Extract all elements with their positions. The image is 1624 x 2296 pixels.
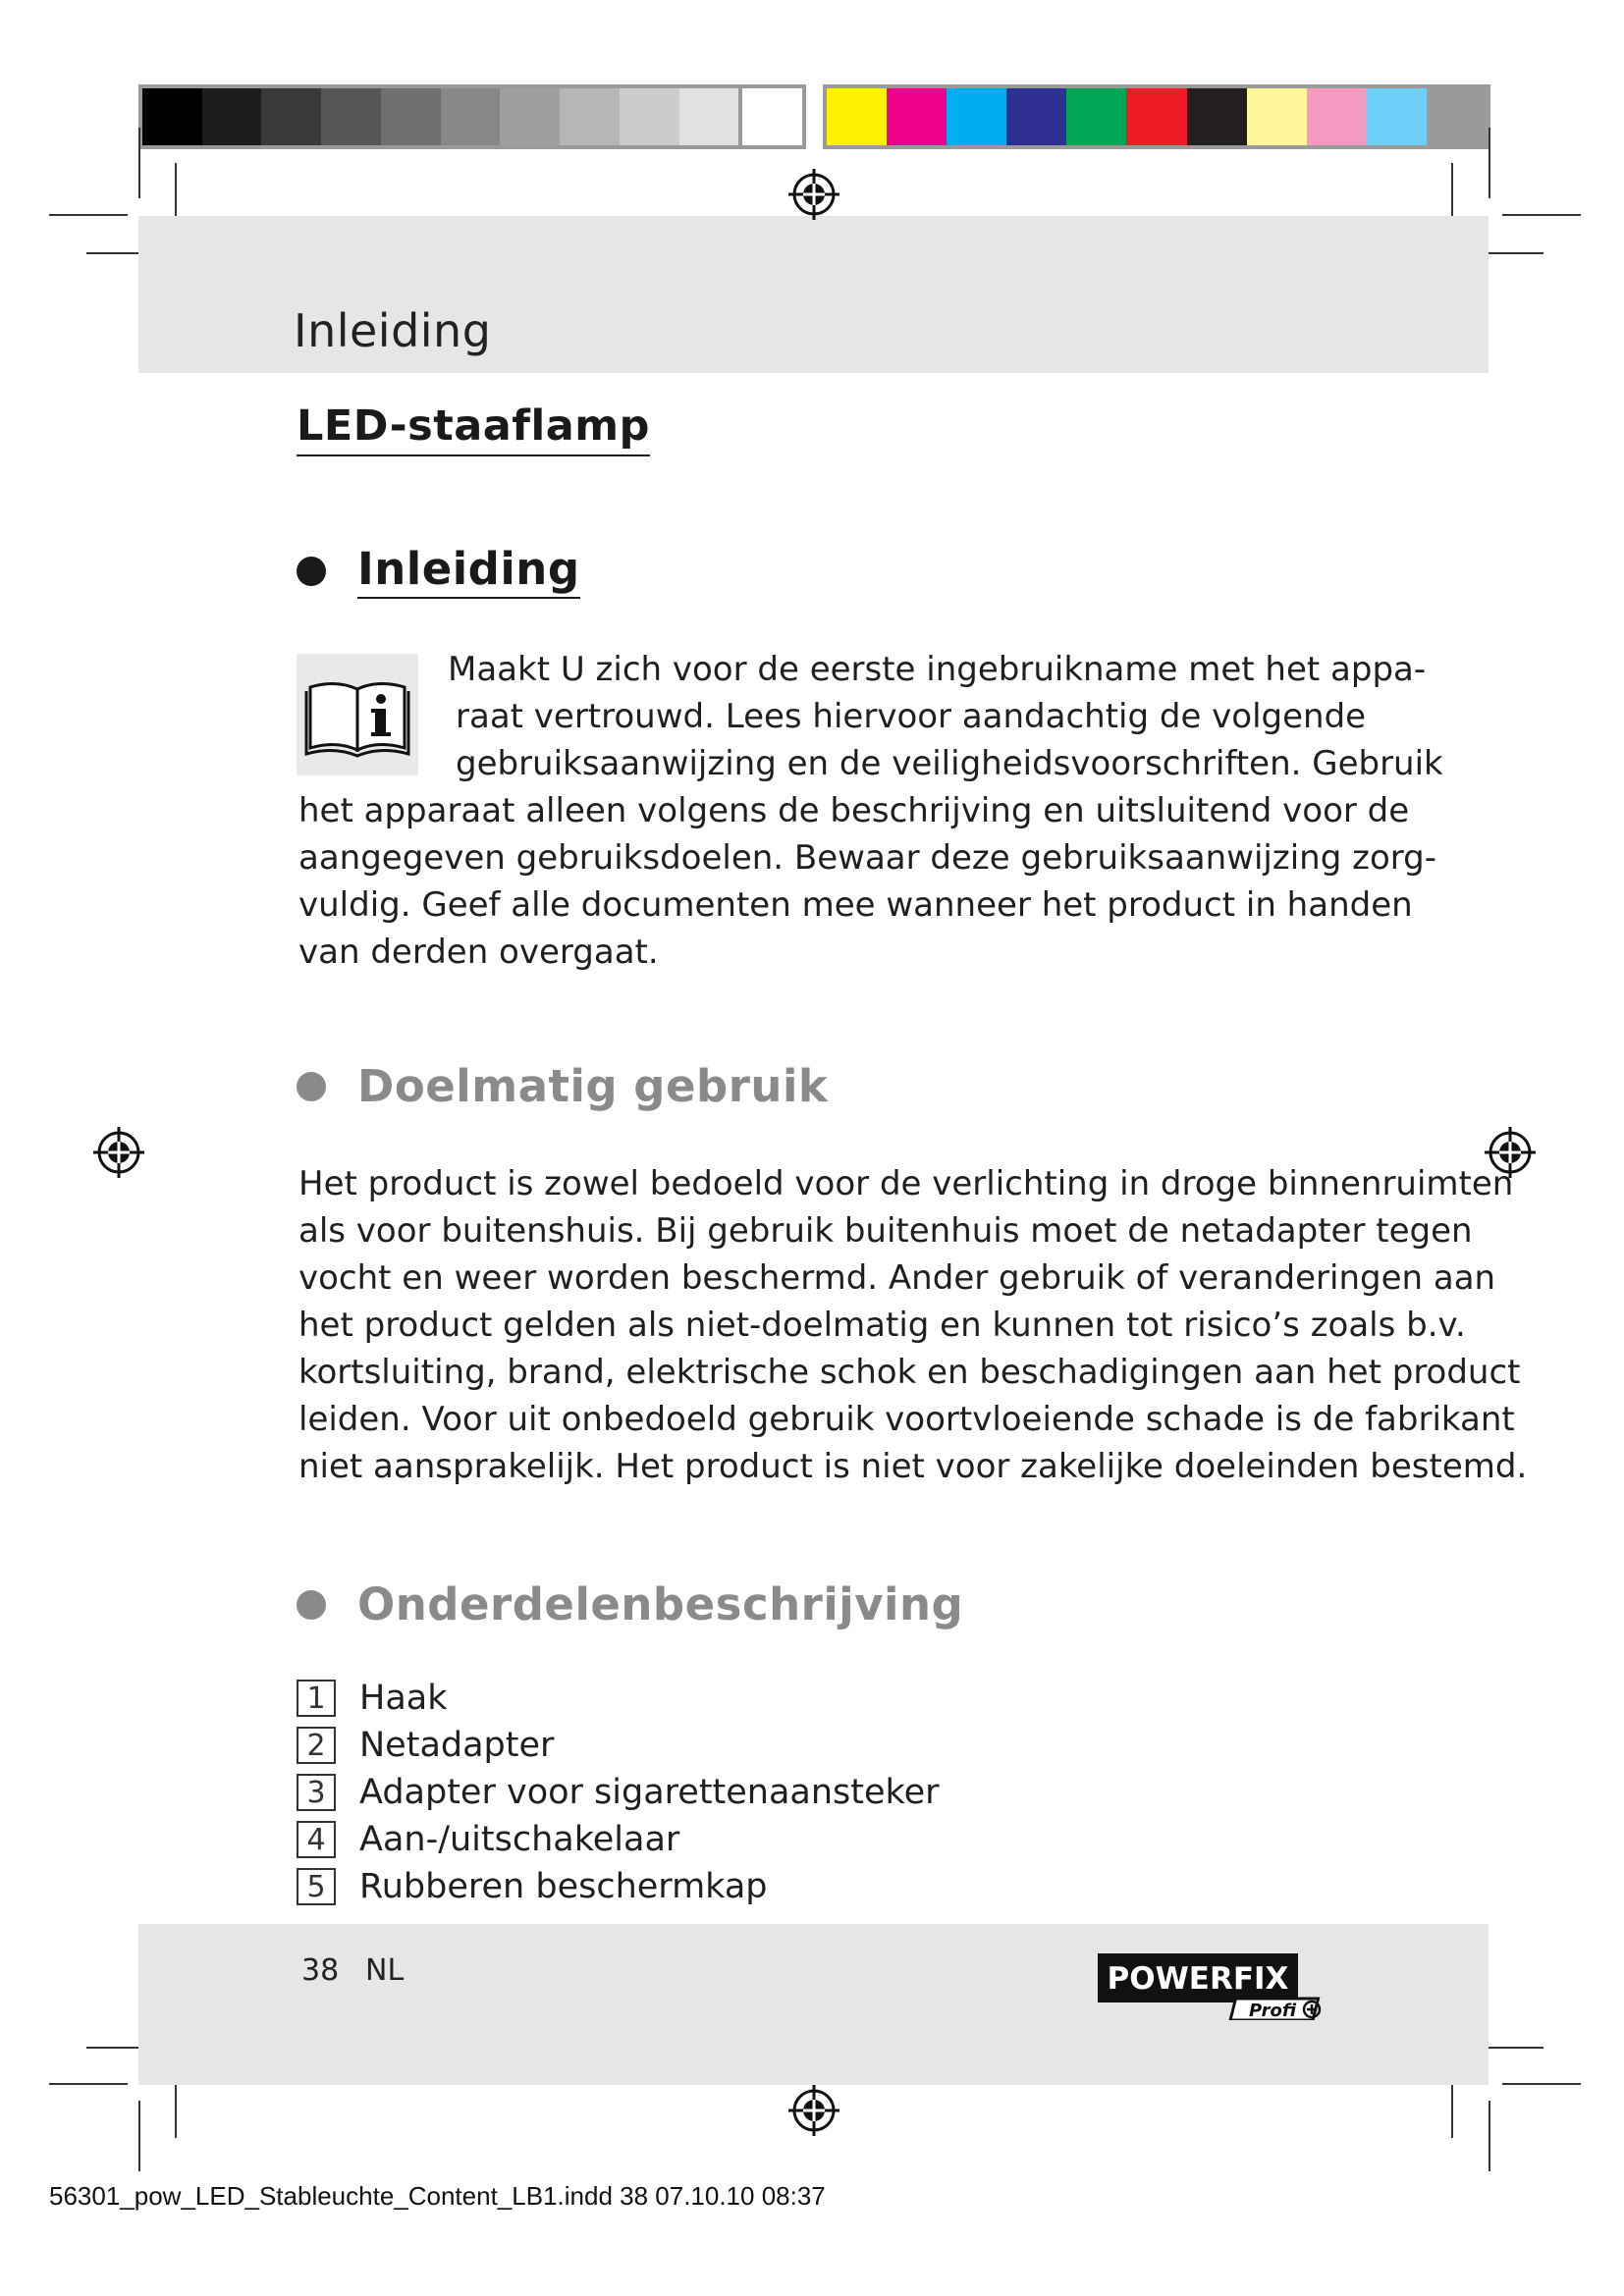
part-label: Netadapter: [359, 1726, 555, 1765]
list-item: [297, 1816, 940, 1863]
parts-list: [297, 1675, 940, 1910]
list-item: [297, 1863, 940, 1910]
crop-mark: [1502, 2083, 1581, 2085]
gray-swatch: [560, 88, 620, 145]
text-line: kortsluiting, brand, elektrische schok en beschadigingen aan het product: [298, 1353, 1521, 1392]
part-number: 4: [297, 1821, 336, 1858]
crop-mark: [1489, 2101, 1490, 2171]
purpose-paragraph: [298, 1160, 1527, 1490]
color-swatch: [1247, 88, 1307, 145]
gray-swatch: [500, 88, 560, 145]
crop-mark: [1489, 128, 1490, 198]
page-number: 38: [301, 1953, 340, 1988]
document-title: LED-staaflamp: [297, 401, 650, 456]
language-code: NL: [365, 1953, 405, 1988]
part-label: Aan-/uitschakelaar: [359, 1820, 680, 1859]
text-line: Maakt U zich voor de eerste ingebruikname met het appa-: [448, 650, 1427, 689]
print-slug: 56301_pow_LED_Stableuchte_Content_LB1.indd 38 07.10.10 08:37: [49, 2181, 826, 2211]
text-line: van derden overgaat.: [298, 933, 659, 972]
text-line: het product gelden als niet-doelmatig en kunnen tot risico’s zoals b.v.: [298, 1306, 1466, 1345]
text-line: niet aansprakelijk. Het product is niet voor zakelijke doeleinden bestemd.: [298, 1447, 1528, 1486]
gray-swatch: [202, 88, 262, 145]
part-number: 3: [297, 1774, 336, 1811]
color-swatch: [1126, 88, 1186, 145]
list-item: [297, 1675, 940, 1722]
registration-mark-icon: [788, 2085, 839, 2136]
text-line: Het product is zowel bedoeld voor de verlichting in droge binnenruimten: [298, 1164, 1514, 1203]
gray-swatch: [321, 88, 381, 145]
color-swatch: [1307, 88, 1367, 145]
gray-swatch: [261, 88, 321, 145]
color-swatch: [827, 88, 887, 145]
crop-mark: [49, 2083, 128, 2085]
crop-mark: [1502, 214, 1581, 216]
gray-swatch: [679, 88, 739, 145]
color-bar: [823, 84, 1490, 149]
color-swatch: [1427, 88, 1487, 145]
logo-main-text: POWERFIX: [1107, 1961, 1289, 1997]
text-line: gebruiksaanwijzing en de veiligheidsvoorschriften. Gebruik: [456, 744, 1443, 783]
bullet-icon: [297, 1590, 326, 1620]
color-swatch: [1187, 88, 1247, 145]
powerfix-logo: [1098, 1953, 1333, 2020]
text-line: leiden. Voor uit onbedoeld gebruik voortvloeiende schade is de fabrikant: [298, 1400, 1515, 1439]
bullet-icon: [297, 1072, 326, 1101]
list-item: [297, 1769, 940, 1816]
part-label: Rubberen beschermkap: [359, 1867, 768, 1906]
crop-mark: [138, 128, 140, 198]
gray-swatch: [381, 88, 441, 145]
part-label: Haak: [359, 1679, 448, 1718]
crop-mark: [1481, 2047, 1543, 2049]
part-number: 1: [297, 1680, 336, 1717]
section-heading-parts: [297, 1578, 963, 1630]
part-label: Adapter voor sigarettenaansteker: [359, 1773, 940, 1812]
part-number: 5: [297, 1868, 336, 1905]
text-line: vuldig. Geef alle documenten mee wanneer het product in handen: [298, 885, 1413, 925]
registration-mark-icon: [788, 169, 839, 220]
logo-sub-text: Profi: [1248, 2001, 1297, 2020]
gray-swatch: [142, 88, 202, 145]
running-head: Inleiding: [294, 304, 492, 357]
section-heading-text: Doelmatig gebruik: [357, 1060, 829, 1112]
list-item: [297, 1722, 940, 1769]
bullet-icon: [297, 557, 326, 586]
color-swatch: [1367, 88, 1427, 145]
color-swatch: [1066, 88, 1126, 145]
text-line: aangegeven gebruiksdoelen. Bewaar deze gebruiksaanwijzing zorg-: [298, 838, 1436, 878]
gray-swatch: [738, 88, 802, 145]
crop-mark: [1481, 252, 1543, 254]
gray-swatch: [441, 88, 501, 145]
grayscale-bar: [138, 84, 806, 149]
crop-mark: [138, 2101, 140, 2171]
crop-mark: [49, 214, 128, 216]
color-swatch: [887, 88, 947, 145]
section-heading-text: Inleiding: [357, 543, 580, 599]
text-line: als voor buitenshuis. Bij gebruik buitenhuis moet de netadapter tegen: [298, 1211, 1473, 1251]
part-number: 2: [297, 1727, 336, 1764]
intro-paragraph: [298, 646, 1443, 976]
text-line: raat vertrouwd. Lees hiervoor aandachtig de volgende: [456, 697, 1367, 736]
color-swatch: [947, 88, 1006, 145]
text-line: het apparaat alleen volgens de beschrijving en uitsluitend voor de: [298, 791, 1410, 830]
registration-mark-icon: [93, 1127, 144, 1178]
section-heading-intro: [297, 543, 580, 599]
color-swatch: [1006, 88, 1066, 145]
section-heading-text: Onderdelenbeschrijving: [357, 1578, 964, 1630]
text-line: vocht en weer worden beschermd. Ander gebruik of veranderingen aan: [298, 1258, 1496, 1298]
gray-swatch: [620, 88, 679, 145]
section-heading-purpose: [297, 1060, 828, 1112]
